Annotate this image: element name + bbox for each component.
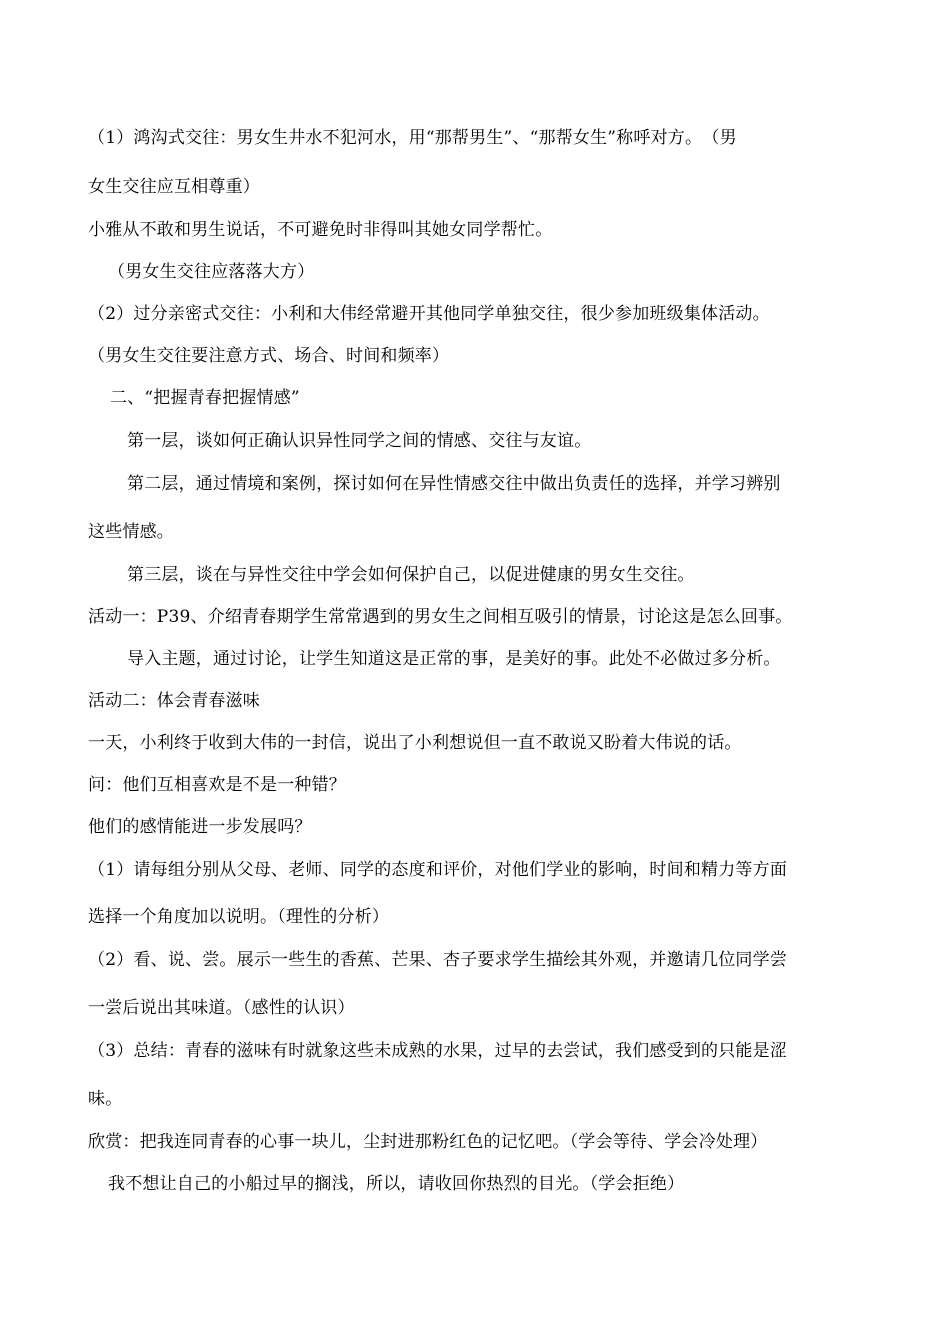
text-line-14: 活动二：体会青春滋味 xyxy=(88,691,260,711)
text-line-21: 一尝后说出其味道。（感性的认识） xyxy=(88,998,355,1018)
text-line-24: 欣赏：把我连同青春的心事一块儿，尘封进那粉红色的记忆吧。（学会等待、学会冷处理） xyxy=(88,1132,768,1152)
text-line-13: 导入主题，通过讨论，让学生知道这是正常的事，是美好的事。此处不必做过多分析。 xyxy=(127,649,781,669)
text-line-1: （1）鸿沟式交往：男女生井水不犯河水，用“那帮男生”、“那帮女生”称呼对方。 （男 xyxy=(88,128,737,148)
text-line-25: 我不想让自己的小船过早的搁浅，所以，请收回你热烈的目光。（学会拒绝） xyxy=(108,1174,685,1194)
text-line-2: 女生交往应互相尊重） xyxy=(88,177,260,197)
text-line-3: 小雅从不敢和男生说话，不可避免时非得叫其她女同学帮忙。 xyxy=(88,220,553,240)
text-line-6: （男女生交往要注意方式、场合、时间和频率） xyxy=(88,346,450,366)
text-line-23: 味。 xyxy=(88,1089,123,1109)
text-line-19: 选择一个角度加以说明。（理性的分析） xyxy=(88,907,390,927)
text-line-22: （3）总结：青春的滋味有时就象这些未成熟的水果，过早的去尝试，我们感受到的只能是涩 xyxy=(88,1041,788,1061)
text-line-9: 第二层，通过情境和案例，探讨如何在异性情感交往中做出负责任的选择，并学习辨别 xyxy=(127,474,781,494)
text-line-20: （2）看、说、尝。展示一些生的香蕉、芒果、杏子要求学生描绘其外观，并邀请几位同学尝 xyxy=(88,950,788,970)
text-line-15: 一天，小利终于收到大伟的一封信，说出了小利想说但一直不敢说又盼着大伟说的话。 xyxy=(88,733,742,753)
text-line-10: 这些情感。 xyxy=(88,522,174,542)
text-line-17: 他们的感情能进一步发展吗？ xyxy=(88,817,312,837)
text-line-4: （男女生交往应落落大方） xyxy=(108,262,315,282)
text-line-12: 活动一：P39、介绍青春期学生常常遇到的男女生之间相互吸引的情景，讨论这是怎么回事。 xyxy=(88,607,793,627)
text-line-11: 第三层，谈在与异性交往中学会如何保护自己，以促进健康的男女生交往。 xyxy=(127,565,695,585)
text-line-5: （2）过分亲密式交往：小利和大伟经常避开其他同学单独交往，很少参加班级集体活动。 xyxy=(88,304,770,324)
text-line-16: 问：他们互相喜欢是不是一种错？ xyxy=(88,775,346,795)
text-line-18: （1）请每组分别从父母、老师、同学的态度和评价，对他们学业的影响，时间和精力等方面 xyxy=(88,860,788,880)
text-line-8: 第一层，谈如何正确认识异性同学之间的情感、交往与友谊。 xyxy=(127,431,592,451)
section-heading: 二、“把握青春把握情感” xyxy=(110,388,300,408)
